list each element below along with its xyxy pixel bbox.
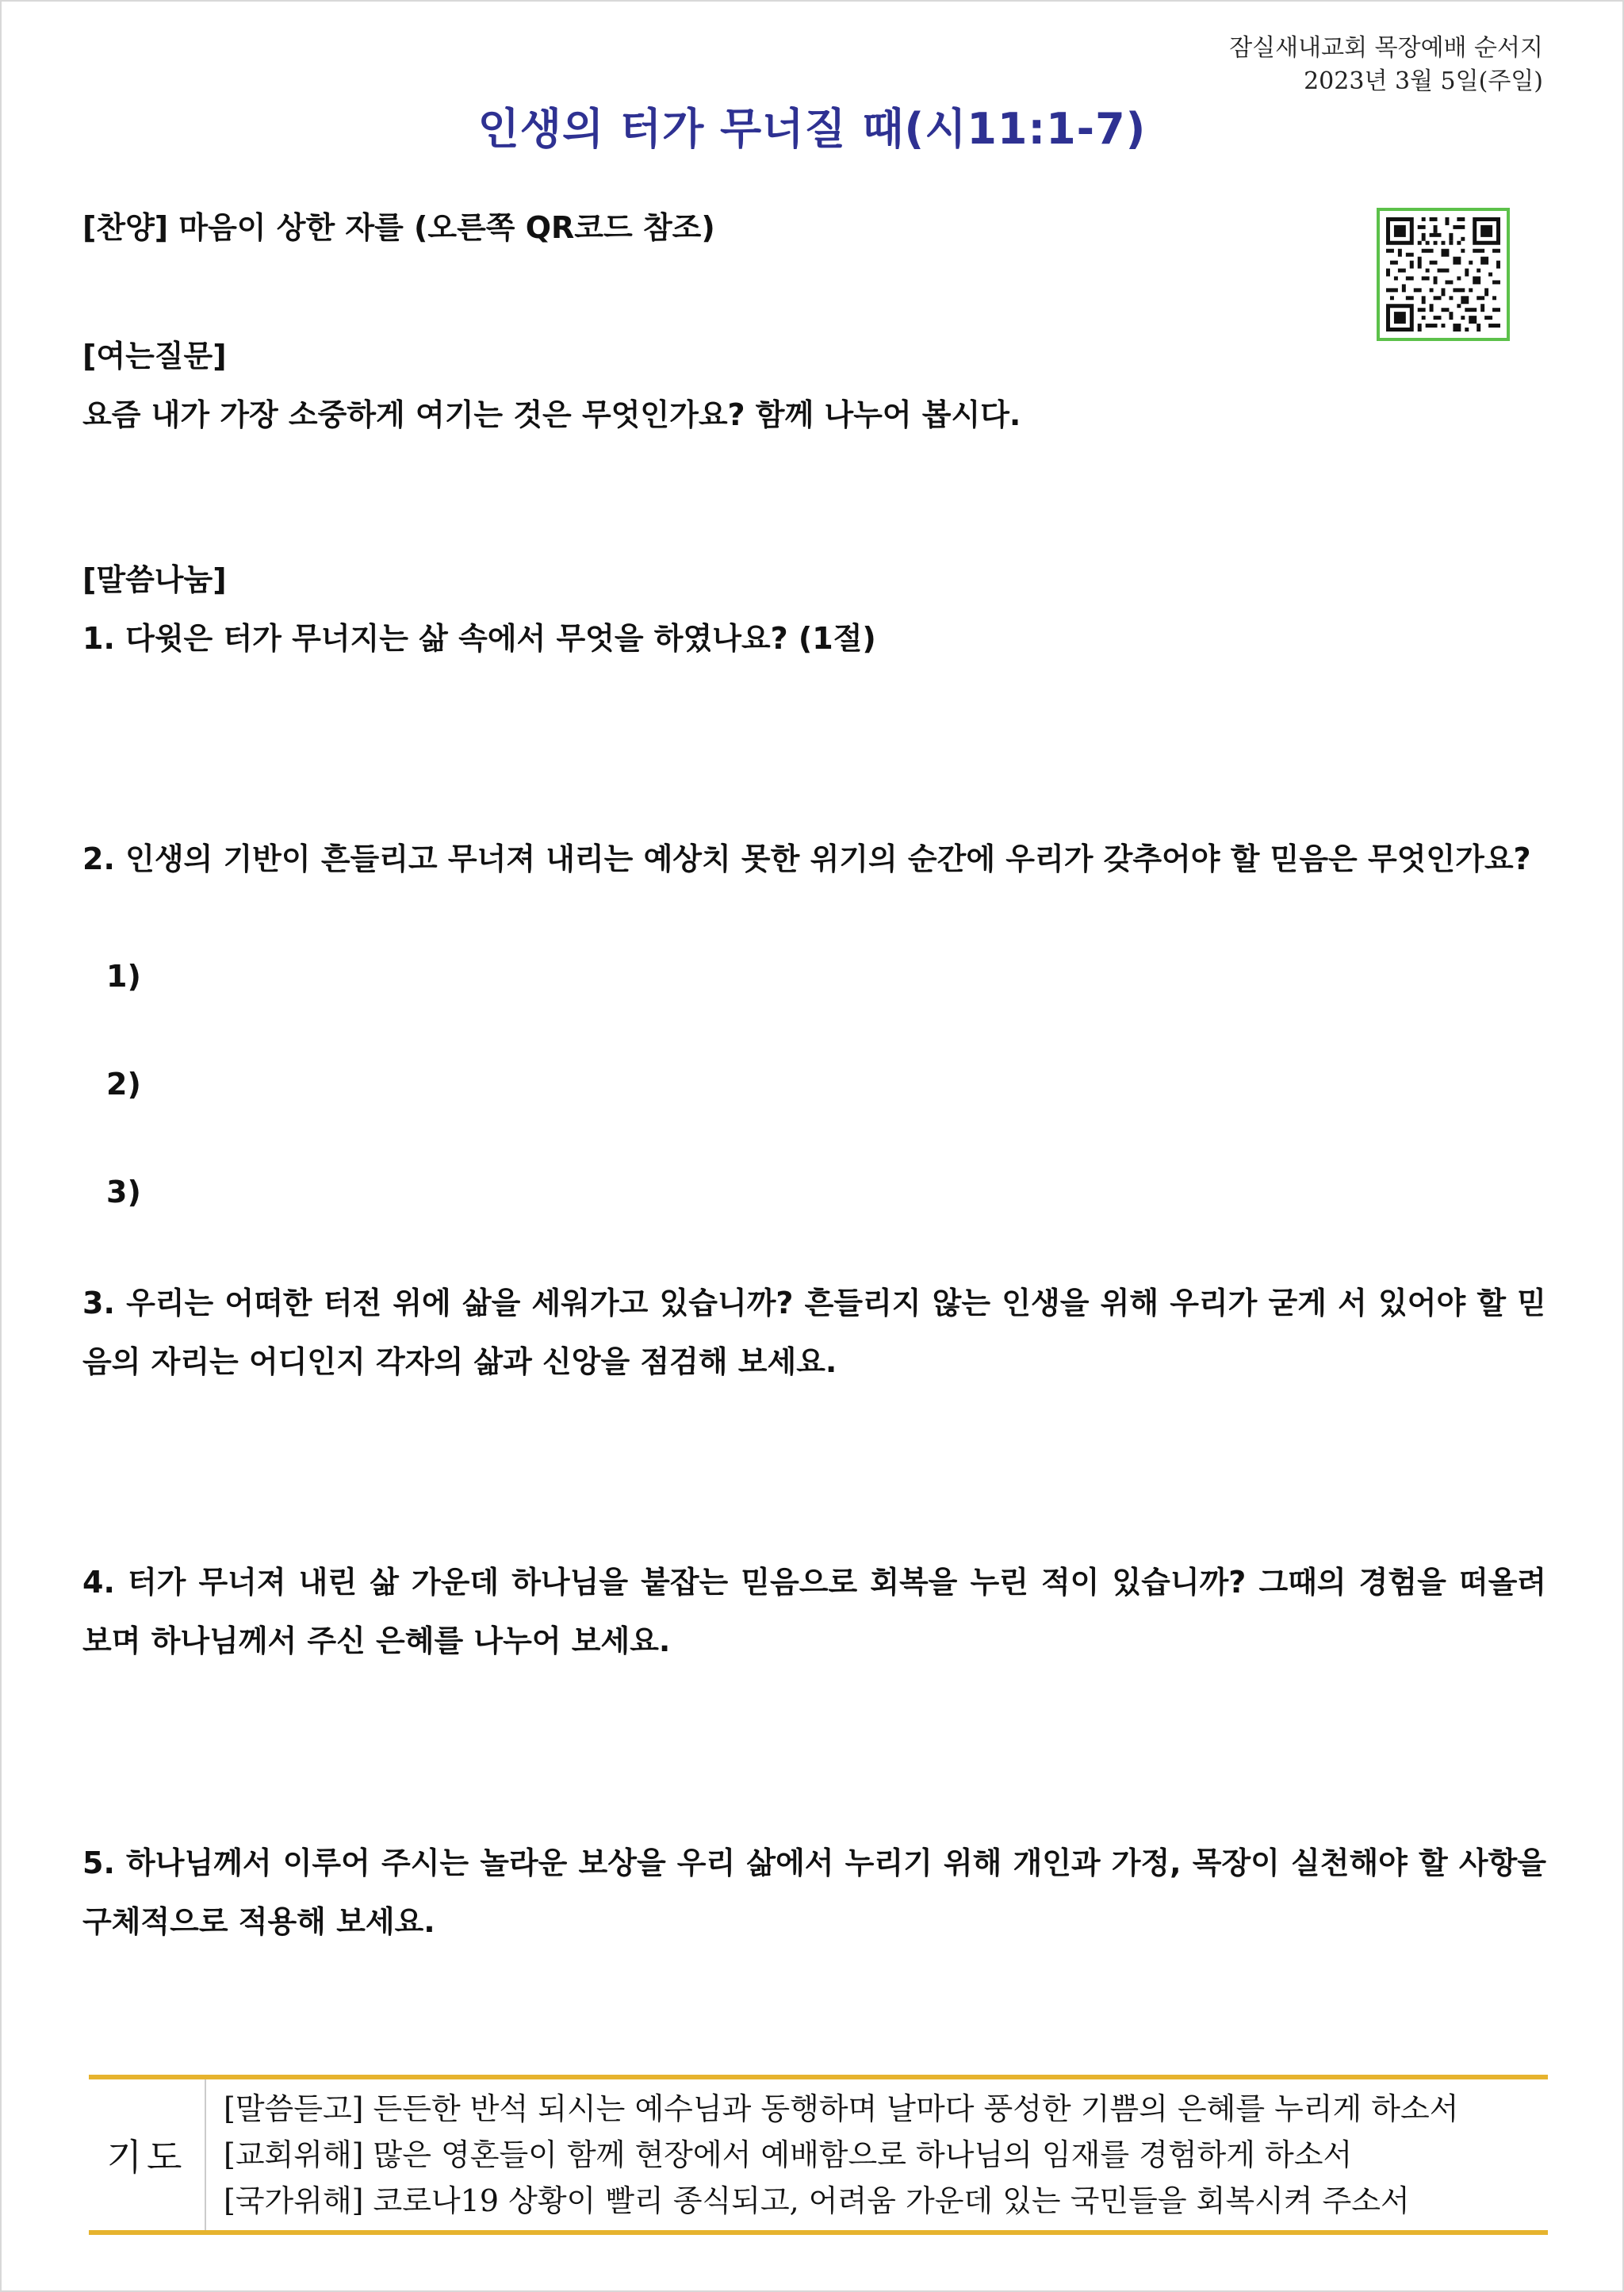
sermon-title: 인생의 터가 무너질 때(시11:1-7) bbox=[477, 104, 1147, 154]
prayer-line-word: [말씀듣고] 든든한 반석 되시는 예수님과 동행하며 날마다 풍성한 기쁨의 은혜를 누리게 하소서 bbox=[224, 2091, 1459, 2126]
service-date: 2023년 3월 5일(주일) bbox=[1304, 67, 1543, 95]
question-5: 5. 하나님께서 이루어 주시는 놀라운 보상을 우리 삶에서 누리기 위해 개인과 가정, 목장이 실천해야 할 사항을 구체적으로 적용해 보세요. bbox=[82, 1845, 1546, 1939]
question-1: 1. 다윗은 터가 무너지는 삶 속에서 무엇을 하였나요? (1절) bbox=[82, 621, 876, 656]
question-2-sub-3: 3) bbox=[106, 1175, 141, 1209]
opening-question-section bbox=[82, 327, 1546, 444]
header-meta bbox=[1229, 32, 1543, 98]
question-4: 4. 터가 무너져 내린 삶 가운데 하나님을 붙잡는 믿음으로 회복을 누린 적이 있습니까? 그때의 경험을 떠올려 보며 하나님께서 주신 은혜를 나누어 보세요. bbox=[82, 1565, 1546, 1658]
question-2-sub-1: 1) bbox=[106, 959, 141, 994]
prayer-label: 기도 bbox=[89, 2079, 206, 2230]
qr-code-graphic bbox=[1386, 217, 1500, 332]
qr-code-icon[interactable] bbox=[1377, 208, 1510, 341]
prayer-box bbox=[89, 2075, 1548, 2235]
opening-question-text: 요즘 내가 가장 소중하게 여기는 것은 무엇인가요? 함께 나누어 봅시다. bbox=[82, 397, 1021, 432]
question-2: 2. 인생의 기반이 흔들리고 무너져 내리는 예상치 못한 위기의 순간에 우리가 갖추어야 할 믿음은 무엇인가요? bbox=[82, 841, 1531, 876]
prayer-line-nation: [국가위해] 코로나19 상황이 빨리 종식되고, 어려움 가운데 있는 국민들을 회복시켜 주소서 bbox=[224, 2183, 1410, 2218]
question-3: 3. 우리는 어떠한 터전 위에 삶을 세워가고 있습니까? 흔들리지 않는 인생을 위해 우리가 굳게 서 있어야 할 믿음의 자리는 어디인지 각자의 삶과 신앙을 점검해 보세요. bbox=[82, 1286, 1546, 1379]
question-2-sub-2: 2) bbox=[106, 1067, 141, 1102]
prayer-lines bbox=[206, 2079, 1548, 2230]
opening-question-heading: [여는질문] bbox=[82, 339, 227, 374]
hymn-line: [찬양] 마음이 상한 자를 (오른쪽 QR코드 참조) bbox=[82, 210, 715, 245]
word-sharing-heading: [말씀나눔] bbox=[82, 562, 227, 597]
church-service-label: 잠실새내교회 목장예배 순서지 bbox=[1229, 34, 1543, 62]
prayer-line-church: [교회위해] 많은 영혼들이 함께 현장에서 예배함으로 하나님의 임재를 경험하게 하소서 bbox=[224, 2137, 1353, 2172]
